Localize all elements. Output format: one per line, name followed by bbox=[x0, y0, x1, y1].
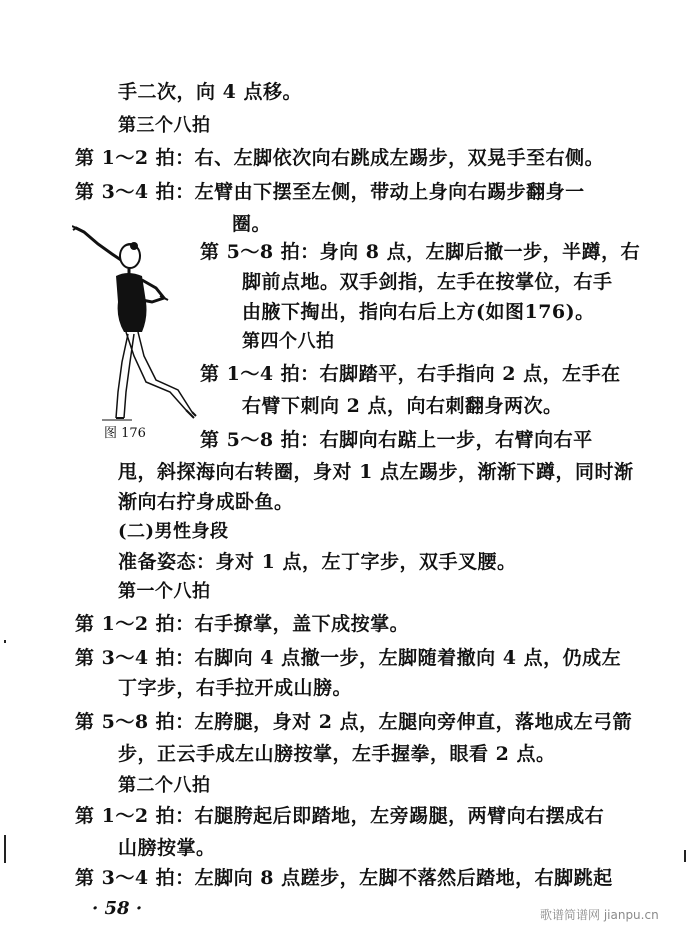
scan-mark bbox=[4, 835, 6, 863]
text-line: 第 1～2 拍：右手撩掌，盖下成按掌。 bbox=[75, 613, 410, 635]
text-line: 步，正云手成左山膀按掌，左手握拳，眼看 2 点。 bbox=[118, 743, 556, 765]
text-line: 第 3～4 拍：左臂由下摆至左侧，带动上身向右踢步翻身一 bbox=[75, 181, 585, 203]
watermark: 歌谱简谱网 jianpu.cn bbox=[540, 908, 659, 922]
text-line: 山膀按掌。 bbox=[118, 837, 216, 859]
text-line: 第 5～8 拍：右脚向右踮上一步，右臂向右平 bbox=[200, 429, 593, 451]
text-line: 第 5～8 拍：左胯腿，身对 2 点，左腿向旁伸直，落地成左弓箭 bbox=[75, 711, 633, 733]
text-line: 脚前点地。双手剑指，左手在按掌位，右手 bbox=[242, 271, 613, 293]
text-line: 第 3～4 拍：左脚向 8 点蹉步，左脚不落然后踏地，右脚跳起 bbox=[75, 867, 613, 889]
section-heading: 第三个八拍 bbox=[118, 115, 211, 136]
text-line: 第 1～2 拍：右、左脚依次向右跳成左踢步，双晃手至右侧。 bbox=[75, 147, 605, 169]
section-heading: 第一个八拍 bbox=[118, 581, 211, 602]
text-line: 甩，斜探海向右转圈，身对 1 点左踢步，渐渐下蹲，同时渐 bbox=[118, 461, 634, 483]
page-number: · 58 · bbox=[92, 898, 143, 919]
scan-mark bbox=[4, 640, 6, 643]
text-line: 圈。 bbox=[232, 213, 272, 235]
text-line: 第 3～4 拍：右脚向 4 点撤一步，左脚随着撤向 4 点，仍成左 bbox=[75, 647, 622, 669]
text-line: 丁字步，右手拉开成山膀。 bbox=[118, 677, 353, 699]
text-line: 第 5～8 拍：身向 8 点，左脚后撤一步，半蹲，右 bbox=[200, 241, 641, 263]
section-heading: 第四个八拍 bbox=[242, 331, 335, 352]
section-heading: 第二个八拍 bbox=[118, 775, 211, 796]
text-line: 由腋下掏出，指向右后上方(如图176)。 bbox=[242, 301, 595, 323]
text-line: 手二次，向 4 点移。 bbox=[118, 81, 302, 103]
text-line: 右臂下刺向 2 点，向右刺翻身两次。 bbox=[242, 395, 563, 417]
figure-caption: 图 176 bbox=[104, 426, 146, 441]
text-line: 渐向右拧身成卧鱼。 bbox=[118, 491, 294, 513]
text-line: 准备姿态：身对 1 点，左丁字步，双手叉腰。 bbox=[118, 551, 517, 573]
dancer-figure-icon bbox=[72, 222, 200, 422]
text-line: 第 1～4 拍：右脚踏平，右手指向 2 点，左手在 bbox=[200, 363, 621, 385]
section-heading: (二)男性身段 bbox=[118, 521, 229, 542]
scan-mark bbox=[684, 850, 686, 862]
text-line: 第 1～2 拍：右腿胯起后即踏地，左旁踢腿，两臂向右摆成右 bbox=[75, 805, 605, 827]
